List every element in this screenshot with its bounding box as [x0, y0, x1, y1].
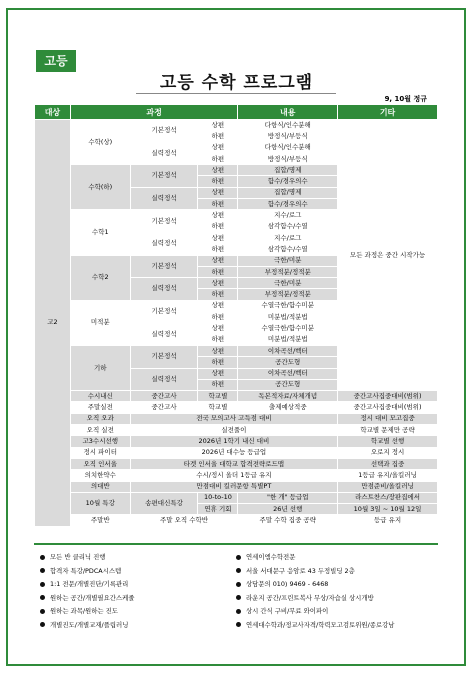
course-content: 이차곡선/벡터 [238, 345, 338, 356]
course-content: 지수/로그 [238, 210, 338, 221]
table-header [35, 105, 438, 120]
course-part: 하편 [198, 221, 238, 232]
course-name: 수학(상) [70, 120, 130, 165]
note-item [40, 565, 134, 579]
course-content: 삼각함수/수열 [238, 244, 338, 255]
course-part: 상편 [198, 345, 238, 356]
course-content: 미분법/적분법 [238, 334, 338, 345]
table-bottom-rule [34, 543, 438, 545]
bullet-icon [236, 582, 241, 587]
note-text: 합격자 특강/PDCA시스템 [50, 566, 122, 575]
note-item [40, 605, 134, 619]
weekend-other: 등급 유지 [338, 515, 438, 526]
program-desc: 출제예상적중 [238, 402, 338, 413]
course-part: 상편 [198, 210, 238, 221]
course-content: 함수/경우의수 [238, 199, 338, 210]
program-name: 정시 파이터 [70, 447, 130, 458]
program-name: 오직 실전 [70, 425, 130, 436]
course-content: 극한/미분 [238, 278, 338, 289]
oct-desc2: 26년 선행 [238, 504, 338, 515]
oct-label: 10월 특강 [70, 492, 130, 515]
table-row [35, 481, 438, 492]
note-item [40, 619, 134, 633]
bullet-icon [236, 609, 241, 614]
course-level: 기본정석 [130, 255, 198, 278]
course-name: 수학(하) [70, 165, 130, 210]
bullet-icon [40, 595, 45, 600]
oct-name: 송편대신특강 [130, 492, 198, 515]
table-row [35, 391, 438, 402]
oct-desc1: "한 개" 등급업 [238, 492, 338, 503]
course-part: 하편 [198, 153, 238, 164]
course-part: 상편 [198, 165, 238, 176]
course-content: 집합/명제 [238, 187, 338, 198]
course-part: 하편 [198, 266, 238, 277]
course-content: 미분법/적분법 [238, 312, 338, 323]
course-level: 기본정석 [130, 345, 198, 368]
course-part: 하편 [198, 379, 238, 390]
course-content: 이차곡선/벡터 [238, 368, 338, 379]
course-content: 부정적분/정적분 [238, 266, 338, 277]
col-other: 기타 [338, 105, 438, 120]
program-other: 학교별 선행 [338, 436, 438, 447]
course-content: 집합/명제 [238, 165, 338, 176]
grade-cell: 고2 [35, 120, 71, 527]
note-text: 원하는 과목/원하는 진도 [50, 607, 118, 615]
program-name: 수시내신 [70, 391, 130, 402]
note-item [236, 565, 394, 579]
note-item [236, 605, 394, 619]
program-scope: 학교별 [198, 391, 238, 402]
weekend-label: 주말반 [70, 515, 130, 526]
course-content: 다항식/인수분해 [238, 120, 338, 131]
title-underline [136, 93, 336, 94]
course-part: 상편 [198, 120, 238, 131]
course-content: 방정식/부등식 [238, 131, 338, 142]
course-level: 실력정석 [130, 278, 198, 301]
course-content: 공간도형 [238, 379, 338, 390]
program-other: 학교별 문제만 공략 [338, 425, 438, 436]
note-item [40, 578, 134, 592]
note-text: 1:1 전문/개별진단/기록관리 [50, 580, 129, 588]
course-part: 상편 [198, 255, 238, 266]
course-part: 상편 [198, 187, 238, 198]
program-other: 선택과 집중 [338, 458, 438, 469]
notes-left-column [40, 551, 134, 632]
note-item [40, 551, 134, 565]
program-name: 의대반 [70, 481, 130, 492]
course-content: 공간도형 [238, 357, 338, 368]
program-other: 중간고사집중대비(범위) [338, 402, 438, 413]
course-content: 수열극한/함수미분 [238, 323, 338, 334]
course-level: 기본정석 [130, 210, 198, 233]
course-level: 기본정석 [130, 120, 198, 143]
program-other: 중간고사집중대비(범위) [338, 391, 438, 402]
course-part: 상편 [198, 232, 238, 243]
col-course: 과정 [70, 105, 238, 120]
table-row [35, 458, 438, 469]
table-row [35, 470, 438, 481]
course-content: 지수/로그 [238, 232, 338, 243]
bullet-icon [40, 582, 45, 587]
program-other: 만점준비/올킬러닝 [338, 481, 438, 492]
program-desc: 전국 모의고사 고득점 대비 [130, 413, 337, 424]
bullet-icon [236, 622, 241, 627]
oct-other2: 10월 3일 ~ 10월 12일 [338, 504, 438, 515]
note-text: 원하는 공간/개별필요간스케줄 [50, 593, 135, 602]
course-part: 하편 [198, 334, 238, 345]
program-table [34, 104, 438, 527]
note-text: 상시 간식 구비/무료 와이파이 [246, 607, 329, 615]
bullet-icon [40, 568, 45, 573]
note-text: 연세대수학과/정교사자격/학력모고검토위원/종로강남 [246, 620, 395, 629]
course-part: 상편 [198, 323, 238, 334]
course-level: 실력정석 [130, 323, 198, 346]
course-part: 하편 [198, 244, 238, 255]
bullet-icon [236, 568, 241, 573]
notes-right-column [236, 551, 394, 632]
note-text: 모든 반 클리닉 진행 [50, 553, 106, 561]
table-row [35, 413, 438, 424]
course-part: 하편 [198, 131, 238, 142]
program-desc: 만점대비 킬러문항 특별PT [130, 481, 337, 492]
program-name: 오직 오과 [70, 413, 130, 424]
program-other: 1등급 유지/올킬러닝 [338, 470, 438, 481]
table-row [35, 515, 438, 526]
bullet-icon [40, 555, 45, 560]
course-part: 하편 [198, 289, 238, 300]
course-part: 상편 [198, 300, 238, 311]
note-item [236, 578, 394, 592]
program-desc: 수시/정시 올더 1등급 유지 [130, 470, 337, 481]
note-text: 상담문의 010) 9469 - 6468 [246, 580, 329, 588]
course-content: 방정식/부등식 [238, 153, 338, 164]
course-name: 미적분 [70, 300, 130, 345]
bullet-icon [40, 622, 45, 627]
table-row [35, 120, 438, 131]
bullet-icon [40, 609, 45, 614]
table-row [35, 436, 438, 447]
note-text: 개별진도/개별교재/플립러닝 [50, 620, 129, 629]
course-level: 실력정석 [130, 142, 198, 165]
course-part: 하편 [198, 199, 238, 210]
course-level: 실력정석 [130, 232, 198, 255]
note-text: 서울 서대문구 응암로 43 두정빌딩 2층 [246, 566, 355, 575]
note-item [236, 551, 394, 565]
table-row [35, 402, 438, 413]
course-name: 기하 [70, 345, 130, 390]
note-item [40, 592, 134, 606]
course-content: 부정적분/정적분 [238, 289, 338, 300]
oct-other1: 라스트찬스/장판집에서 [338, 492, 438, 503]
table-row [35, 425, 438, 436]
course-level: 기본정석 [130, 300, 198, 323]
program-name: 주말실전 [70, 402, 130, 413]
course-content: 극한/미분 [238, 255, 338, 266]
note-all-cell: 모든 과정은 중간 시작가능 [338, 120, 438, 391]
weekend-desc: 주말 수학 집중 공략 [238, 515, 338, 526]
program-name: 오직 인서울 [70, 458, 130, 469]
program-name: 고3수시선행 [70, 436, 130, 447]
col-target: 대상 [35, 105, 71, 120]
program-other: 오로지 정시 [338, 447, 438, 458]
col-content: 내용 [238, 105, 338, 120]
program-exam: 중간고사 [130, 402, 198, 413]
weekend-name: 주말 오직 수학반 [130, 515, 238, 526]
course-name: 수학2 [70, 255, 130, 300]
course-part: 상편 [198, 142, 238, 153]
program-scope: 학교별 [198, 402, 238, 413]
course-name: 수학1 [70, 210, 130, 255]
course-level: 기본정석 [130, 165, 198, 188]
program-desc: 2026년 1학기 내신 대비 [130, 436, 337, 447]
table-row [35, 492, 438, 503]
program-exam: 중간고사 [130, 391, 198, 402]
level-tag: 고등 [36, 50, 76, 72]
table-row [35, 447, 438, 458]
note-text: 연세이엠수학전문 [246, 553, 296, 561]
course-part: 하편 [198, 357, 238, 368]
course-part: 상편 [198, 368, 238, 379]
course-part: 상편 [198, 278, 238, 289]
program-name: 의치한약수 [70, 470, 130, 481]
note-item [236, 619, 394, 633]
course-content: 함수/경우의수 [238, 176, 338, 187]
note-text: 라운지 공간/프린트복사 무상/자습실 상시개방 [246, 593, 374, 602]
course-content: 다항식/인수분해 [238, 142, 338, 153]
course-part: 하편 [198, 312, 238, 323]
page-title: 고등 수학 프로그램 [159, 73, 314, 93]
course-level: 실력정석 [130, 368, 198, 391]
program-other: 정시 대비 모고집중 [338, 413, 438, 424]
oct-tag1: 10-to-10 [198, 492, 238, 503]
program-desc: 타겟 인서울 대학교 합격전략로드맵 [130, 458, 337, 469]
program-desc: 실전풀이 [130, 425, 337, 436]
course-content: 수열극한/함수미분 [238, 300, 338, 311]
bullet-icon [236, 595, 241, 600]
oct-tag2: 연휴 기회 [198, 504, 238, 515]
course-content: 삼각함수/수열 [238, 221, 338, 232]
program-desc: 2026년 대수능 등급업 [130, 447, 337, 458]
bullet-icon [236, 555, 241, 560]
program-desc: 독본적자료/자체개념 [238, 391, 338, 402]
course-part: 하편 [198, 176, 238, 187]
course-level: 실력정석 [130, 187, 198, 210]
schedule-subtitle: 9, 10월 정규 [384, 95, 427, 103]
note-item [236, 592, 394, 606]
